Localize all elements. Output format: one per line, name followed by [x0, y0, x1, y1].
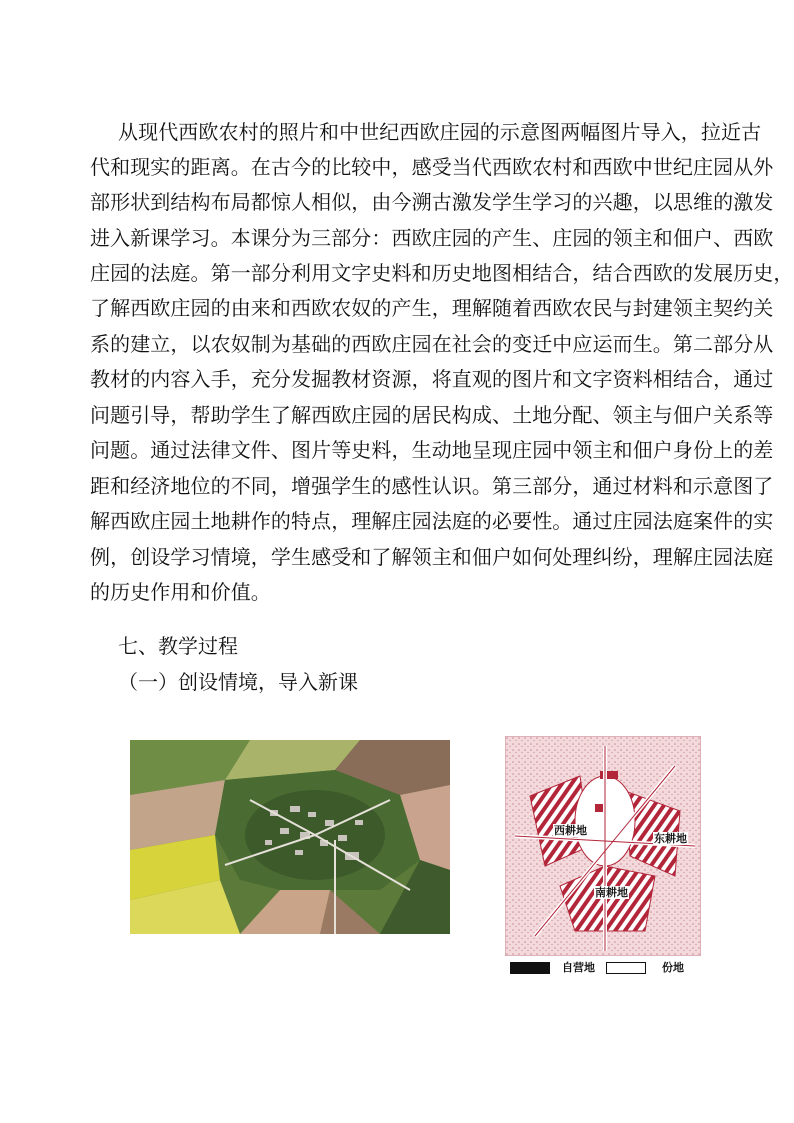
tenant-label: 份地	[662, 961, 684, 974]
paragraph-line: 解西欧庄园土地耕作的特点，理解庄园法庭的必要性。通过庄园法庭案件的实	[90, 509, 774, 533]
paragraph-line: 庄园的法庭。第一部分利用文字史料和历史地图相结合，结合西欧的发展历史，	[90, 261, 794, 285]
paragraph-line: 问题。通过法律文件、图片等史料，生动地呈现庄园中领主和佃户身份上的差	[90, 438, 774, 462]
paragraph-line: 问题引导，帮助学生了解西欧庄园的居民构成、土地分配、领主与佃户关系等	[90, 403, 774, 427]
demesne-swatch	[510, 962, 550, 974]
manor-map-illustration	[505, 736, 701, 956]
map-legend	[510, 962, 710, 976]
tenant-swatch	[606, 962, 646, 974]
paragraph-line: 部形状到结构布局都惊人相似，由今溯古激发学生学习的兴趣，以思维的激发	[90, 190, 774, 214]
paragraph-line: 进入新课学习。本课分为三部分：西欧庄园的产生、庄园的领主和佃户、西欧	[90, 226, 774, 250]
east-field-label: 东耕地	[654, 832, 687, 845]
demesne-label: 自营地	[562, 961, 595, 974]
village-aerial-photo	[130, 740, 450, 934]
paragraph-line: 了解西欧庄园的由来和西欧农奴的产生，理解随着西欧农民与封建领主契约关	[90, 296, 774, 320]
section-heading: 七、教学过程	[118, 634, 238, 658]
south-field-label: 南耕地	[595, 886, 628, 899]
paragraph-line: 距和经济地位的不同，增强学生的感性认识。第三部分，通过材料和示意图了	[90, 474, 774, 498]
paragraph-line: 例，创设学习情境，学生感受和了解领主和佃户如何处理纠纷，理解庄园法庭	[90, 545, 774, 569]
village-photo-illustration	[130, 740, 450, 934]
subsection-heading: （一）创设情境，导入新课	[118, 670, 358, 694]
paragraph-line: 教材的内容入手，充分发掘教材资源，将直观的图片和文字资料相结合，通过	[90, 367, 774, 391]
west-field-label: 西耕地	[554, 824, 587, 837]
paragraph-line: 的历史作用和价值。	[90, 580, 271, 604]
paragraph-line: 从现代西欧农村的照片和中世纪西欧庄园的示意图两幅图片导入，拉近古	[118, 120, 762, 144]
paragraph-line: 代和现实的距离。在古今的比较中，感受当代西欧农村和西欧中世纪庄园从外	[90, 155, 774, 179]
paragraph-line: 系的建立，以农奴制为基础的西欧庄园在社会的变迁中应运而生。第二部分从	[90, 332, 774, 356]
manor-schematic-map	[505, 736, 701, 956]
